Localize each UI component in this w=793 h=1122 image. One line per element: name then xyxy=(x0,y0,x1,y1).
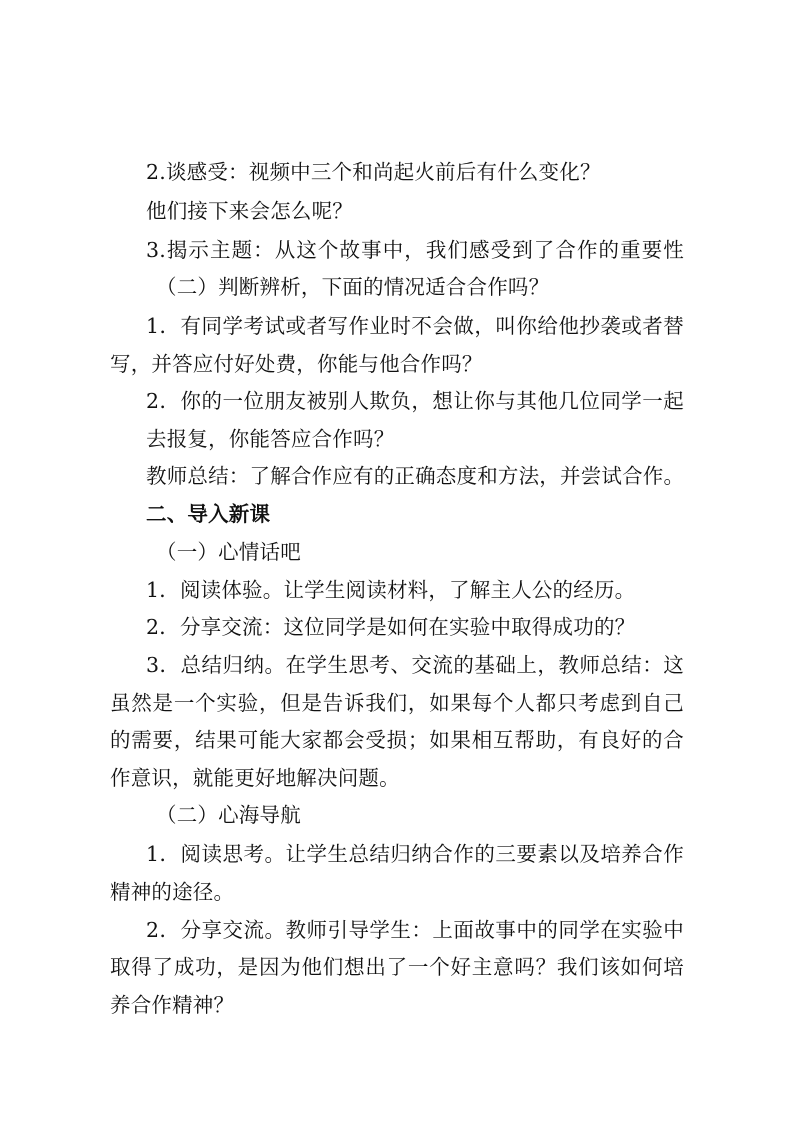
paragraph-line: 2．分享交流：这位同学是如何在实验中取得成功的？ xyxy=(146,615,636,639)
section-heading: （二）判断辨析，下面的情况适合合作吗？ xyxy=(156,275,550,299)
paragraph-line: 1．阅读思考。让学生总结归纳合作的三要素以及培养合作 xyxy=(146,842,684,866)
paragraph-line: 2．你的一位朋友被别人欺负，想让你与其他几位同学一起 xyxy=(146,389,684,413)
paragraph-line: 虽然是一个实验，但是告诉我们，如果每个人都只考虑到自己 xyxy=(110,691,684,715)
paragraph-line: 去报复，你能答应合作吗？ xyxy=(146,427,395,451)
paragraph-line: 取得了成功，是因为他们想出了一个好主意吗？我们该如何培 xyxy=(110,955,684,979)
section-heading: 二、导入新课 xyxy=(146,502,271,526)
paragraph-line: 1．有同学考试或者写作业时不会做，叫你给他抄袭或者替 xyxy=(146,314,684,338)
paragraph-line: 养合作精神？ xyxy=(110,993,235,1017)
paragraph-line: 1．阅读体验。让学生阅读材料，了解主人公的经历。 xyxy=(146,578,636,602)
paragraph-line: 3.揭示主题：从这个故事中，我们感受到了合作的重要性 xyxy=(146,238,684,262)
paragraph-line: 精神的途径。 xyxy=(110,880,235,904)
paragraph-line: 作意识，就能更好地解决问题。 xyxy=(110,766,400,790)
section-heading: （二）心海导航 xyxy=(156,803,301,827)
paragraph-line: 写，并答应付好处费，你能与他合作吗？ xyxy=(110,352,483,376)
paragraph-line: 他们接下来会怎么呢？ xyxy=(146,199,353,223)
paragraph-line: 教师总结：了解合作应有的正确态度和方法，并尝试合作。 xyxy=(146,464,685,488)
paragraph-line: 2.谈感受：视频中三个和尚起火前后有什么变化？ xyxy=(146,160,601,184)
paragraph-line: 3．总结归纳。在学生思考、交流的基础上，教师总结：这 xyxy=(146,653,684,677)
paragraph-line: 的需要，结果可能大家都会受损；如果相互帮助，有良好的合 xyxy=(110,728,684,752)
section-heading: （一）心情话吧 xyxy=(156,540,301,564)
paragraph-line: 2．分享交流。教师引导学生：上面故事中的同学在实验中 xyxy=(146,918,684,942)
